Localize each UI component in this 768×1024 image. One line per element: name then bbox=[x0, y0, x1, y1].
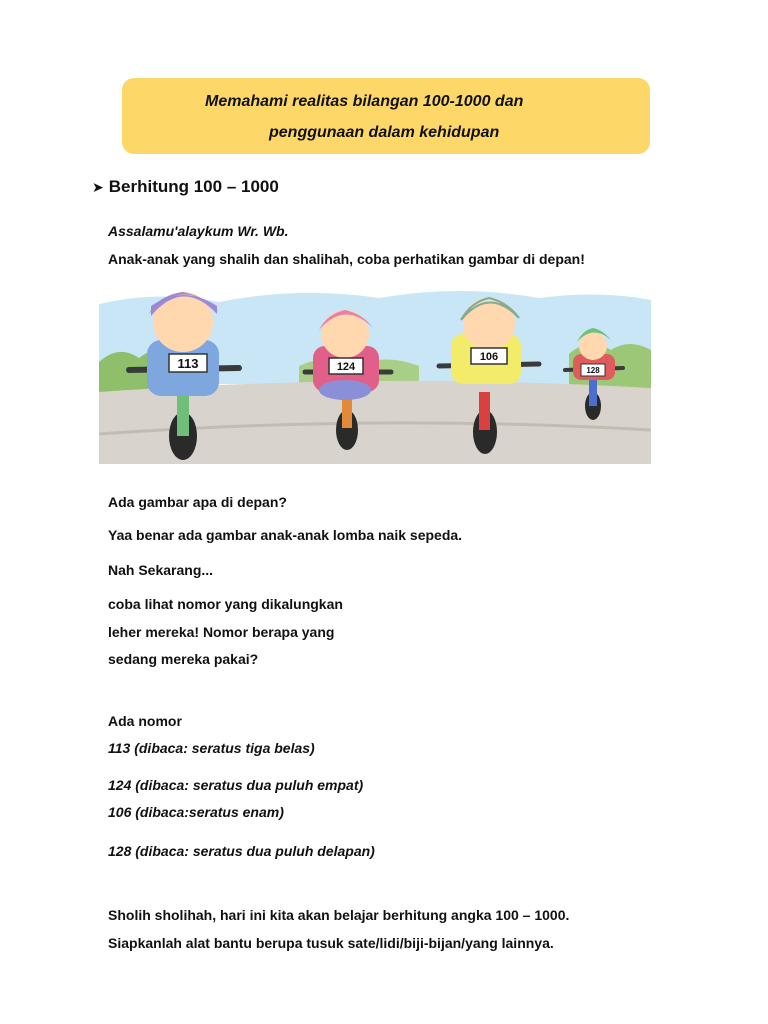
reading-128: 128 (dibaca: seratus dua puluh delapan) bbox=[108, 843, 375, 859]
section-heading bbox=[92, 177, 279, 197]
arrow-bullet-icon: ➤ bbox=[92, 179, 104, 195]
greeting: Assalamu'alaykum Wr. Wb. bbox=[108, 223, 289, 239]
answer: Yaa benar ada gambar anak-anak lomba naik sepeda. bbox=[108, 527, 463, 543]
reading-106: 106 (dibaca:seratus enam) bbox=[108, 804, 284, 820]
reading-113: 113 (dibaca: seratus tiga belas) bbox=[108, 740, 315, 756]
instruction: Anak-anak yang shalih dan shalihah, coba perhatikan gambar di depan! bbox=[108, 251, 585, 267]
numbers-intro: Ada nomor bbox=[108, 713, 182, 729]
prompt-line-3: sedang mereka pakai? bbox=[108, 651, 259, 667]
race-number-113: 113 bbox=[177, 356, 199, 371]
question: Ada gambar apa di depan? bbox=[108, 494, 287, 510]
prompt-line-2: leher mereka! Nomor berapa yang bbox=[108, 624, 335, 640]
nah-sekarang: Nah Sekarang... bbox=[108, 562, 214, 578]
closing-line-2: Siapkanlah alat bantu berupa tusuk sate/lidi/biji-bijan/yang lainnya. bbox=[108, 935, 554, 951]
title-line-1: Memahami realitas bilangan 100-1000 dan bbox=[205, 93, 524, 110]
title-banner bbox=[122, 78, 650, 154]
section-heading-text: Berhitung 100 – 1000 bbox=[108, 177, 279, 196]
title-line-2: penggunaan dalam kehidupan bbox=[269, 124, 500, 141]
closing-line-1: Sholih sholihah, hari ini kita akan belajar berhitung angka 100 – 1000. bbox=[108, 907, 570, 923]
race-number-106: 106 bbox=[479, 351, 499, 363]
race-number-124: 124 bbox=[336, 361, 356, 373]
kids-bike-race-illustration bbox=[99, 284, 651, 464]
prompt-line-1: coba lihat nomor yang dikalungkan bbox=[108, 596, 343, 612]
race-number-128: 128 bbox=[586, 366, 600, 375]
reading-124: 124 (dibaca: seratus dua puluh empat) bbox=[108, 777, 364, 793]
